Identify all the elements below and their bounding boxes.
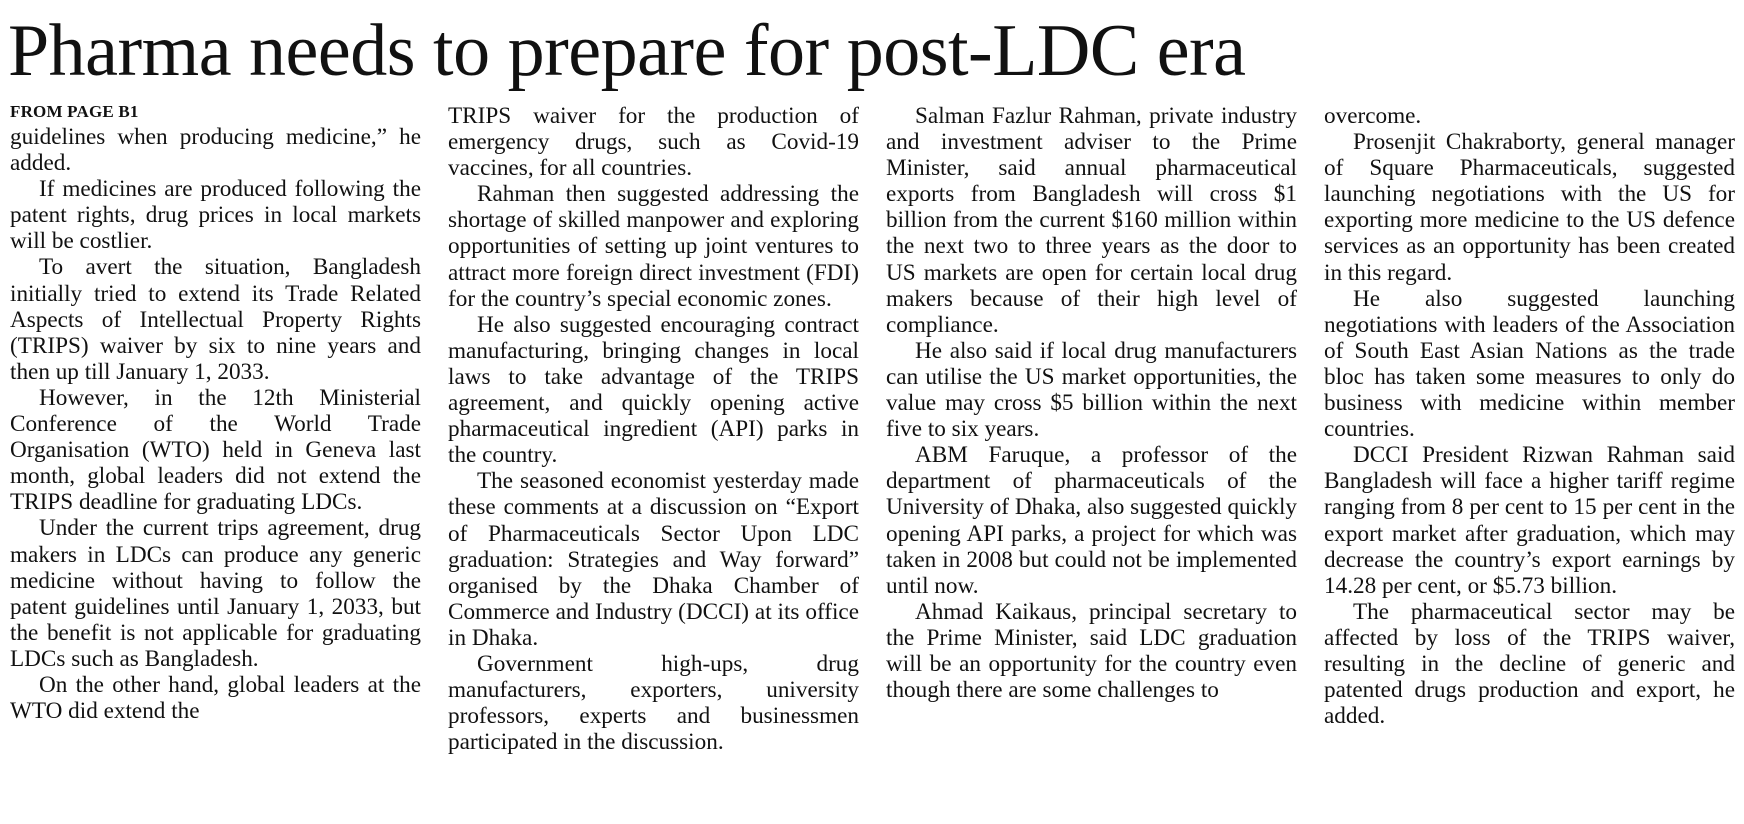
paragraph: TRIPS waiver for the production of emergency drugs, such as Covid-19 vaccines, for all countries. — [448, 103, 859, 182]
paragraph: However, in the 12th Ministerial Conference of the World Trade Organisation (WTO) held in Geneva last month, global leaders did not extend the TRIPS deadline for graduating LDCs. — [10, 384, 421, 516]
paragraph: Under the current trips agreement, drug makers in LDCs can produce any generic medicine without having to follow the patent guidelines until January 1, 2033, but the benefit is not applicable for graduating LDCs such as Bangladesh. — [10, 515, 421, 672]
paragraph: Salman Fazlur Rahman, private industry and investment adviser to the Prime Minister, said annual pharmaceutical exports from Bangladesh will cross $1 billion from the current $160 million within the next two to three years as the door to US markets are open for certain local drug makers because of their high level of compliance. — [886, 103, 1297, 338]
paragraph: On the other hand, global leaders at the WTO did extend the — [10, 671, 421, 725]
paragraph: If medicines are produced following the patent rights, drug prices in local markets will be costlier. — [10, 176, 421, 255]
article-column-2 — [448, 103, 859, 755]
paragraph: To avert the situation, Bangladesh initially tried to extend its Trade Related Aspects of Intellectual Property Rights (TRIPS) waiver by six to nine years and then up till January 1, 2033. — [10, 254, 421, 385]
article-column-3 — [886, 103, 1297, 703]
paragraph: He also suggested encouraging contract manufacturing, bringing changes in local laws to take advantage of the TRIPS agreement, and quickly opening active pharmaceutical ingredient (API) parks in the country. — [448, 311, 859, 469]
paragraph: Ahmad Kaikaus, principal secretary to the Prime Minister, said LDC graduation will be an opportunity for the country even though there are some challenges to — [886, 598, 1297, 704]
article-column-1 — [10, 103, 421, 724]
paragraph: The pharmaceutical sector may be affected by loss of the TRIPS waiver, resulting in the decline of generic and patented drugs production and export, he added. — [1324, 598, 1735, 730]
dateline: FROM PAGE B1 — [10, 102, 139, 121]
paragraph: Government high-ups, drug manufacturers, exporters, university professors, experts and businessmen participated in the discussion. — [448, 650, 859, 756]
paragraph: He also suggested launching negotiations with leaders of the Association of South East Asian Nations as the trade bloc has taken some measures to only do business with medicine within member countries. — [1324, 285, 1735, 443]
article-column-4 — [1324, 103, 1735, 729]
paragraph: He also said if local drug manufacturers can utilise the US market opportunities, the value may cross $5 billion within the next five to six years. — [886, 337, 1297, 443]
paragraph: guidelines when producing medicine,” he added. — [10, 124, 421, 177]
paragraph: Prosenjit Chakraborty, general manager of Square Pharmaceuticals, suggested launching negotiations with the US for exporting more medicine to the US defence services as an opportunity has been created in this regard. — [1324, 129, 1735, 286]
paragraph: overcome. — [1324, 103, 1422, 129]
paragraph: The seasoned economist yesterday made these comments at a discussion on “Export of Pharmaceuticals Sector Upon LDC graduation: Strategies and Way forward” organised by the Dhaka Chamber of Commerce and Industry (DCCI) at its office in Dhaka. — [448, 468, 859, 651]
paragraph: DCCI President Rizwan Rahman said Bangladesh will face a higher tariff regime ranging from 8 per cent to 15 per cent in the export market after graduation, which may decrease the country’s export earnings by 14.28 per cent, or $5.73 billion. — [1324, 442, 1735, 599]
paragraph: Rahman then suggested addressing the shortage of skilled manpower and exploring opportunities of setting up joint ventures to attract more foreign direct investment (FDI) for the country’s special economic zones. — [448, 181, 859, 312]
headline: Pharma needs to prepare for post-LDC era — [8, 10, 1246, 92]
paragraph: ABM Faruque, a professor of the department of pharmaceuticals of the University of Dhaka, also suggested quickly opening API parks, a project for which was taken in 2008 but could not be implemented until now. — [886, 442, 1297, 599]
